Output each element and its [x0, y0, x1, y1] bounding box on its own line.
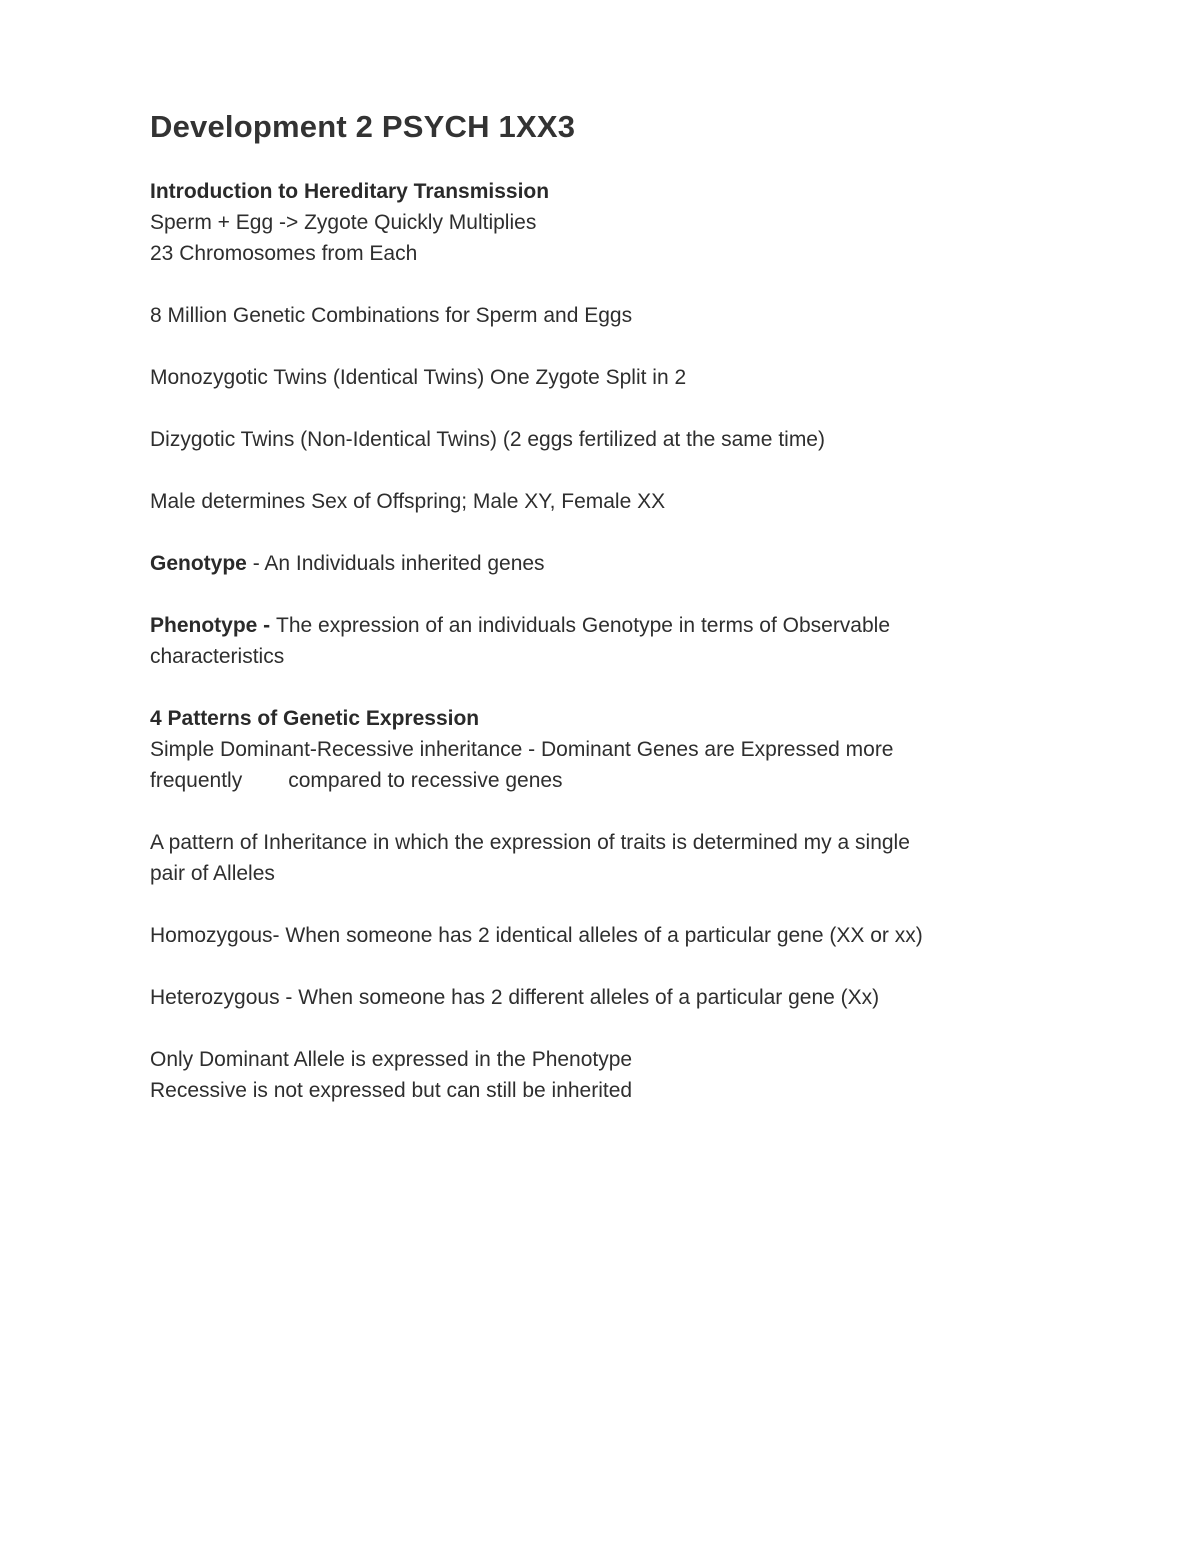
spacer	[150, 579, 1070, 610]
heterozygous-line: Heterozygous - When someone has 2 different alleles of a particular gene (Xx)	[150, 986, 880, 1009]
pattern-definition-line-1: A pattern of Inheritance in which the expression of traits is determined my a single	[150, 831, 910, 854]
spacer	[150, 517, 1070, 548]
sex-determination-line: Male determines Sex of Offspring; Male XY, Female XX	[150, 490, 666, 513]
spacer	[150, 455, 1070, 486]
spacer	[150, 672, 1070, 703]
genotype-term: Genotype	[150, 552, 247, 575]
monozygotic-line: Monozygotic Twins (Identical Twins) One Zygote Split in 2	[150, 366, 687, 389]
genotype-definition	[150, 548, 1070, 579]
pattern-definition-line-2: pair of Alleles	[150, 862, 275, 885]
spacer	[150, 269, 1070, 300]
patterns-line-1: Simple Dominant-Recessive inheritance - Dominant Genes are Expressed more	[150, 738, 894, 761]
spacer	[150, 331, 1070, 362]
document-page	[150, 108, 1070, 1106]
intro-line-2: 23 Chromosomes from Each	[150, 242, 418, 265]
spacer	[150, 889, 1070, 920]
phenotype-term: Phenotype -	[150, 614, 277, 637]
genotype-text: - An Individuals inherited genes	[246, 552, 545, 575]
page-title: Development 2 PSYCH 1XX3	[150, 109, 576, 144]
spacer	[150, 1013, 1070, 1044]
patterns-line-2a: frequently	[150, 769, 243, 792]
section-heading-intro: Introduction to Hereditary Transmission	[150, 180, 550, 203]
patterns-line-2b: compared to recessive genes	[288, 769, 563, 792]
intro-line-1: Sperm + Egg -> Zygote Quickly Multiplies	[150, 211, 537, 234]
spacer	[150, 393, 1070, 424]
dominant-line-1: Only Dominant Allele is expressed in the Phenotype	[150, 1048, 633, 1071]
spacer	[150, 951, 1070, 982]
phenotype-definition	[150, 610, 1070, 641]
phenotype-definition-cont: characteristics	[150, 645, 285, 668]
homozygous-line: Homozygous- When someone has 2 identical alleles of a particular gene (XX or xx)	[150, 924, 923, 947]
spacer	[150, 796, 1070, 827]
section-heading-patterns: 4 Patterns of Genetic Expression	[150, 707, 480, 730]
dominant-line-2: Recessive is not expressed but can still be inherited	[150, 1079, 633, 1102]
dizygotic-line: Dizygotic Twins (Non-Identical Twins) (2 eggs fertilized at the same time)	[150, 428, 825, 451]
combinations-line: 8 Million Genetic Combinations for Sperm and Eggs	[150, 304, 633, 327]
phenotype-text: The expression of an individuals Genotype in terms of Observable	[276, 614, 891, 637]
patterns-line-2	[150, 765, 1070, 796]
